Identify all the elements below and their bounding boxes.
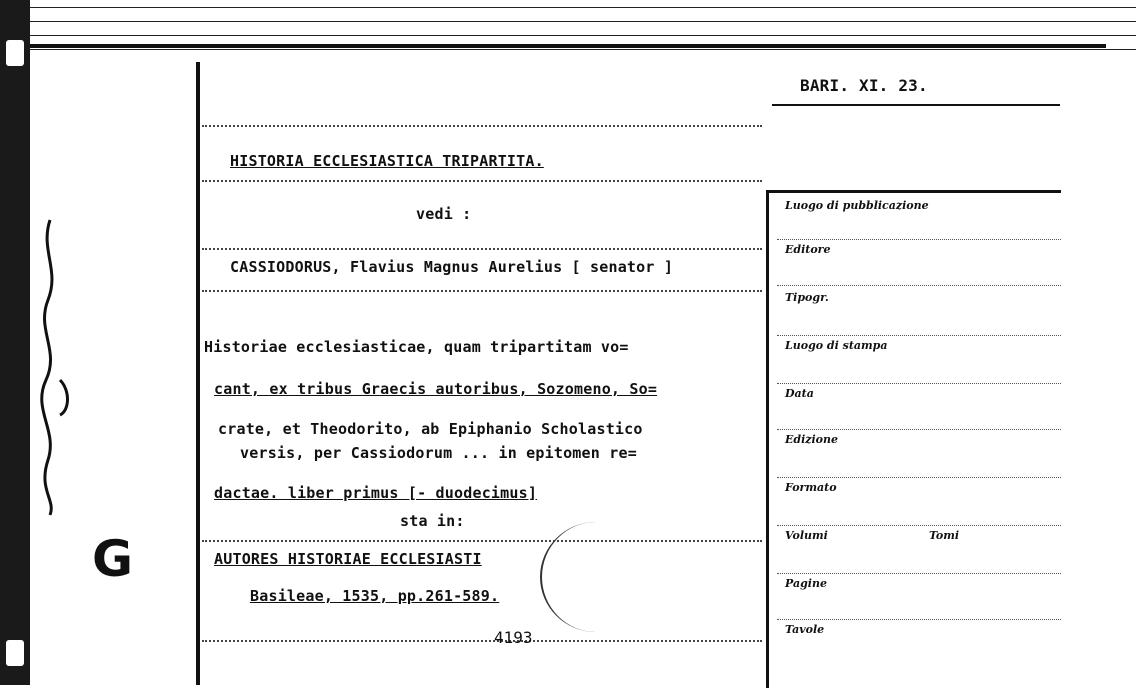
ruling-line — [202, 290, 762, 292]
imprint: Basileae, 1535, pp.261-589. — [250, 587, 500, 605]
form-ruling — [777, 429, 1061, 430]
form-label-luogo-pubblicazione: Luogo di pubblicazione — [785, 199, 929, 212]
title-line: cant, ex tribus Graecis autoribus, Sozomeno, So= — [214, 380, 658, 398]
form-label-edizione: Edizione — [785, 433, 839, 446]
page-number: 4193 — [494, 628, 533, 647]
author-line: CASSIODORUS, Flavius Magnus Aurelius [ senator ] — [230, 258, 674, 276]
shelfmark-underline — [772, 104, 1060, 106]
side-letter: G — [92, 530, 134, 588]
form-ruling — [777, 239, 1061, 240]
collection-title: AUTORES HISTORIAE ECCLESIASTI — [214, 550, 482, 568]
sprocket-hole — [6, 40, 24, 66]
form-ruling — [777, 477, 1061, 478]
form-ruling — [777, 525, 1061, 526]
card-top-border — [30, 30, 1106, 48]
form-label-pagine: Pagine — [785, 577, 827, 590]
contained-in-label: sta in: — [400, 512, 465, 530]
film-edge-strip — [0, 0, 30, 685]
shelfmark: BARI. XI. 23. — [800, 76, 928, 95]
form-label-data: Data — [785, 387, 814, 400]
card-heading: HISTORIA ECCLESIASTICA TRIPARTITA. — [230, 152, 544, 170]
card-left-margin-line — [196, 62, 200, 685]
form-ruling — [777, 619, 1061, 620]
sprocket-hole — [6, 640, 24, 666]
form-label-tomi: Tomi — [929, 529, 960, 542]
title-line: dactae. liber primus [- duodecimus] — [214, 484, 538, 502]
form-ruling — [777, 383, 1061, 384]
ruling-line — [202, 180, 762, 182]
form-label-luogo-stampa: Luogo di stampa — [785, 339, 888, 352]
ruling-line — [202, 640, 762, 642]
form-label-formato: Formato — [785, 481, 837, 494]
form-label-editore: Editore — [785, 243, 831, 256]
form-label-tavole: Tavole — [785, 623, 825, 636]
bibliographic-form-box — [766, 190, 1061, 688]
form-label-tipogr: Tipogr. — [785, 291, 829, 304]
ruling-line — [202, 540, 762, 542]
ruling-line — [202, 248, 762, 250]
ruling-line — [202, 125, 762, 127]
form-label-volumi: Volumi — [785, 529, 828, 542]
title-line: crate, et Theodorito, ab Epiphanio Scholastico — [218, 420, 643, 438]
form-ruling — [777, 285, 1061, 286]
handwritten-margin-notes-icon — [30, 210, 70, 520]
form-ruling — [777, 573, 1061, 574]
see-reference: vedi : — [416, 205, 472, 223]
stamp-arc — [540, 522, 652, 632]
title-line: versis, per Cassiodorum ... in epitomen re= — [240, 444, 637, 462]
title-line: Historiae ecclesiasticae, quam tripartitam vo= — [204, 338, 629, 356]
form-ruling — [777, 335, 1061, 336]
